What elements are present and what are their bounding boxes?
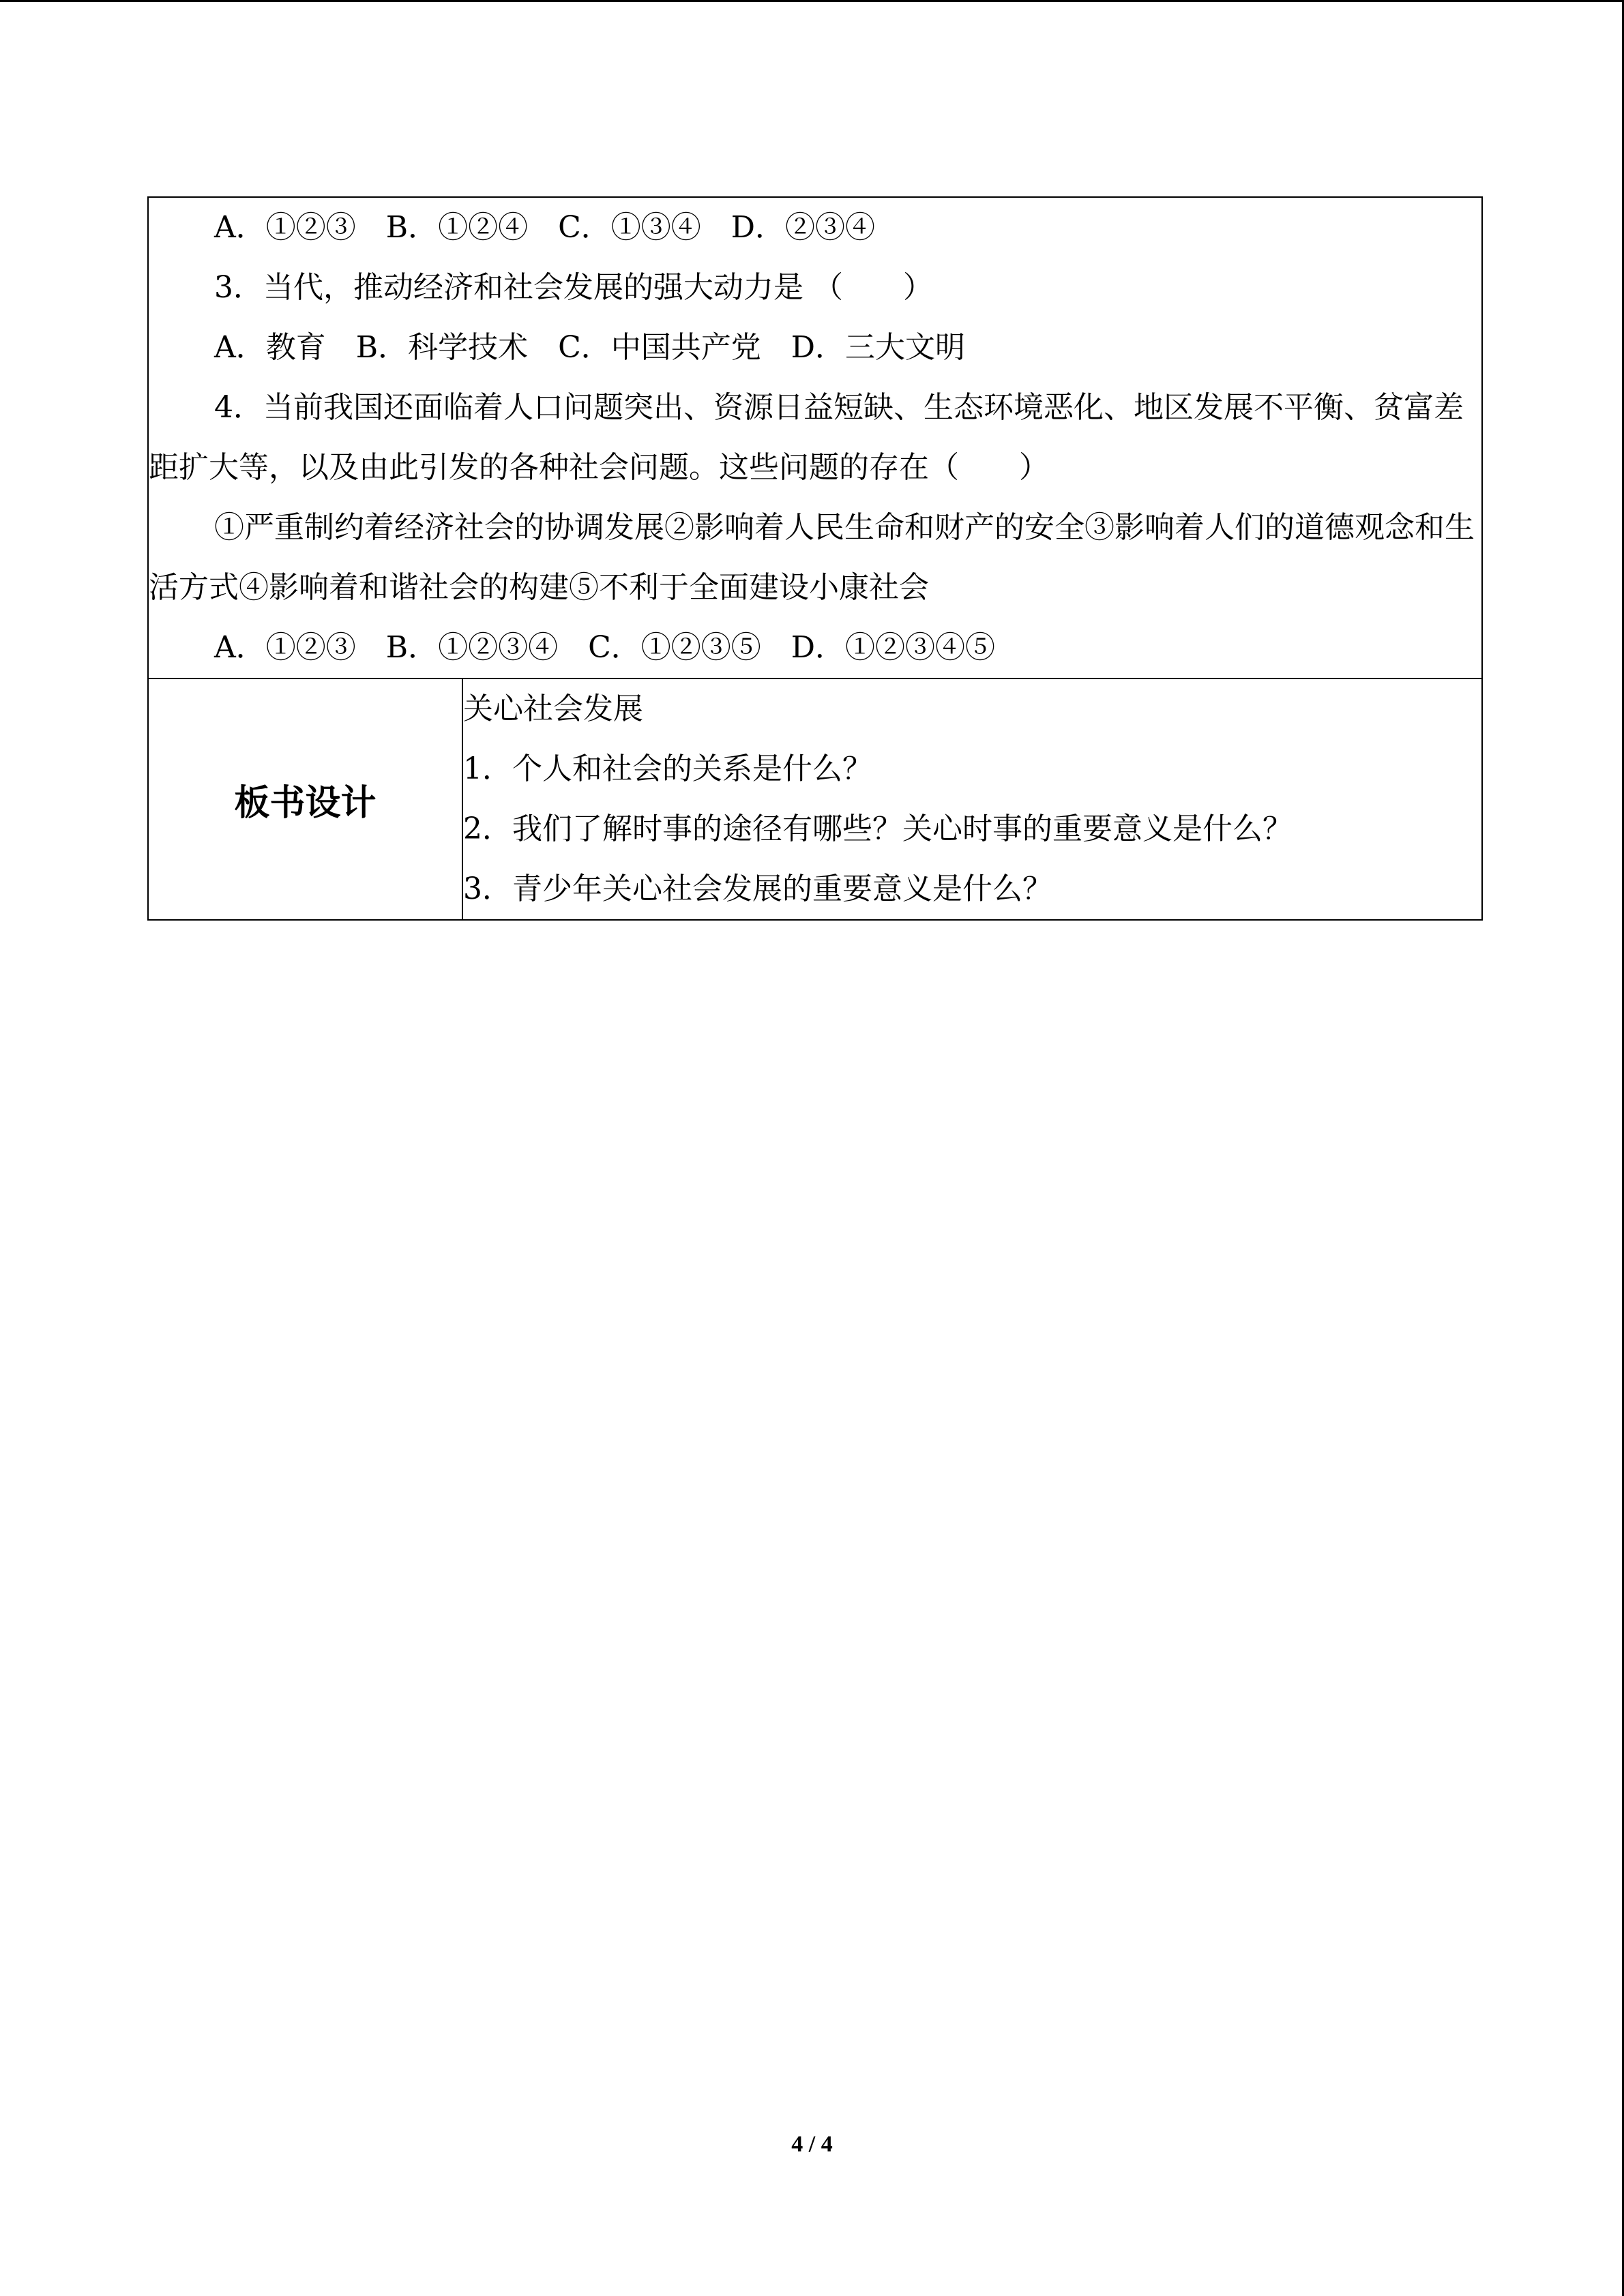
q3-options: A．教育 B．科学技术 C．中国共产党 D．三大文明: [214, 330, 966, 365]
page-number: 4 / 4: [791, 2132, 833, 2157]
board-design-item-2: 2．我们了解时事的途径有哪些？关心时事的重要意义是什么？: [463, 811, 1293, 846]
board-design-row: [148, 679, 1482, 920]
q2-options: A．①②③ B．①②④ C．①③④ D．②③④: [214, 210, 876, 245]
exercise-cell: [148, 197, 1482, 679]
board-design-item-3: 3．青少年关心社会发展的重要意义是什么？: [463, 871, 1052, 906]
exercise-row: [148, 197, 1482, 679]
board-design-label: 板书设计: [148, 679, 462, 920]
lesson-table: [147, 196, 1483, 921]
page-top-border: [0, 0, 1624, 2]
q4-stem: 4．当前我国还面临着人口问题突出、资源日益短缺、生态环境恶化、地区发展不平衡、贫富差距扩大等，以及由此引发的各种社会问题。这些问题的存在（ ）: [149, 390, 1464, 485]
q3-stem: 3．当代，推动经济和社会发展的强大动力是 （ ）: [214, 270, 933, 305]
board-design-title: 关心社会发展: [463, 691, 643, 726]
board-design-content: [462, 679, 1482, 920]
board-design-item-1: 1．个人和社会的关系是什么？: [463, 751, 872, 786]
q4-options: A．①②③ B．①②③④ C．①②③⑤ D．①②③④⑤: [214, 630, 996, 665]
q4-statements: ①严重制约着经济社会的协调发展②影响着人民生命和财产的安全③影响着人们的道德观念和生活方式④影响着和谐社会的构建⑤不利于全面建设小康社会: [149, 510, 1475, 605]
